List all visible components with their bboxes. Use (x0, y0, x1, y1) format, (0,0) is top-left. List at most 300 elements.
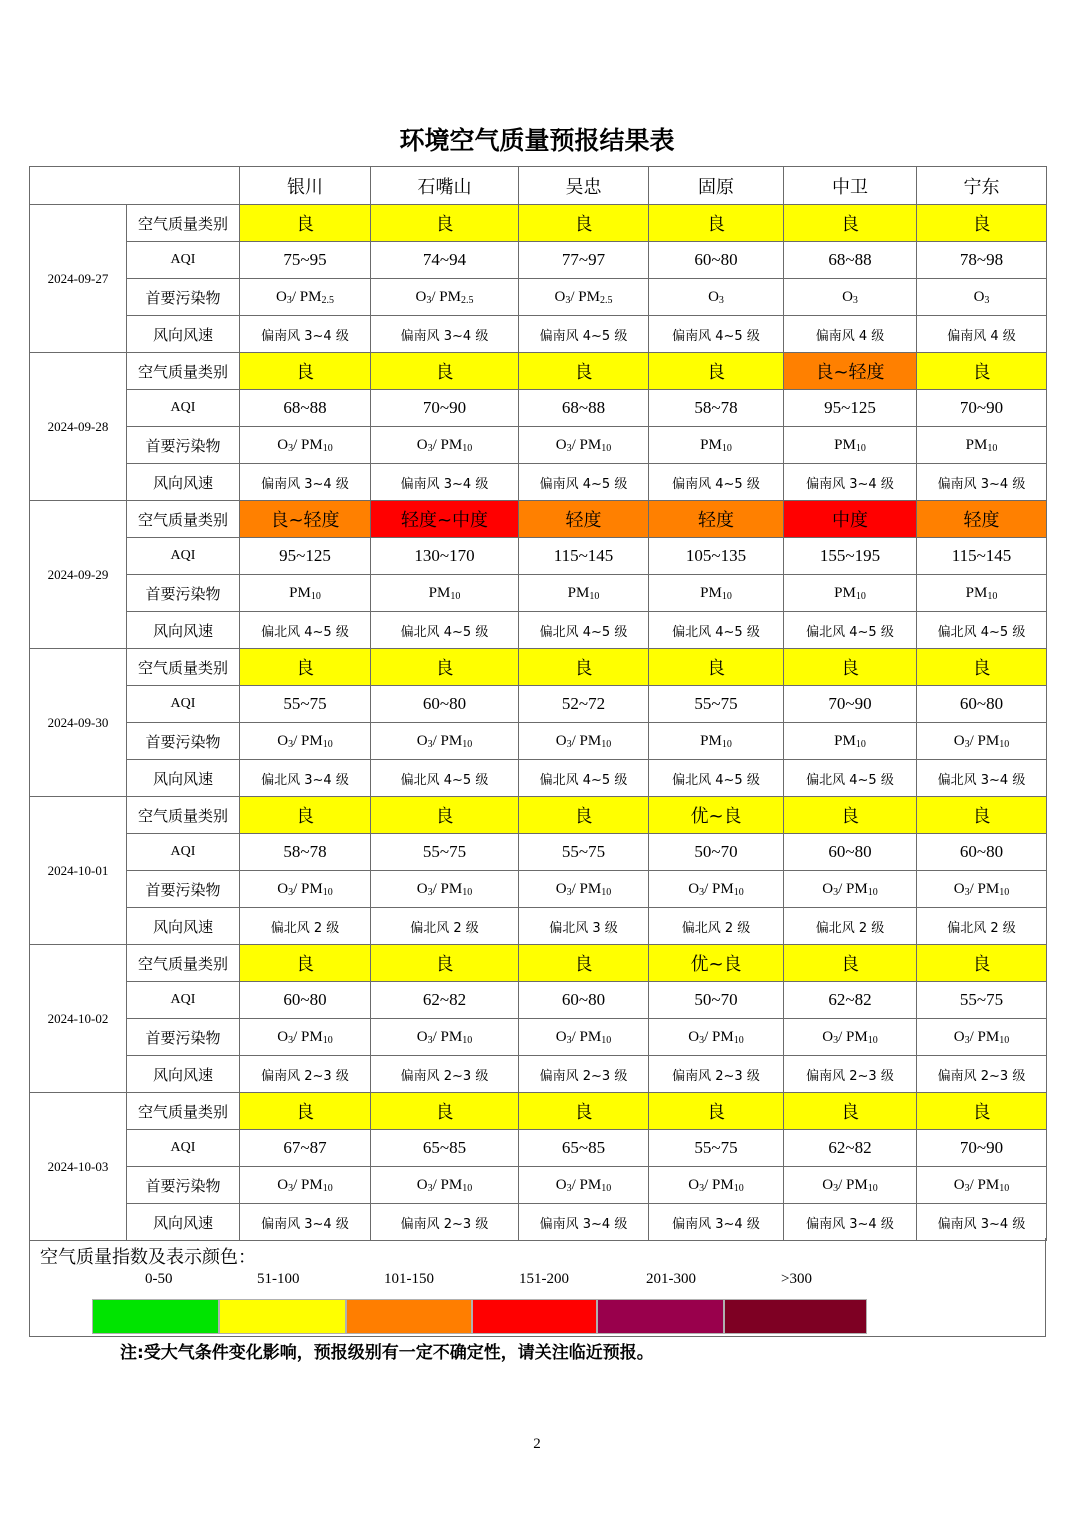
category-cell: 轻度 (917, 501, 1047, 538)
wind-cell: 偏北风 3~4 级 (240, 760, 371, 797)
category-cell: 良~轻度 (240, 501, 371, 538)
wind-cell: 偏北风 2 级 (917, 908, 1047, 945)
aqi-cell: 62~82 (784, 982, 917, 1019)
pollutant-text: O (822, 1176, 834, 1193)
pollutant-cell (519, 279, 649, 316)
pollutant-subscript: 3 (427, 886, 433, 898)
pollutant-subscript: 3 (288, 738, 294, 750)
pollutant-subscript: 3 (964, 886, 970, 898)
category-cell: 良 (519, 205, 649, 242)
city-header: 石嘴山 (371, 167, 519, 205)
row-label-wind: 风向风速 (127, 1056, 240, 1093)
pollutant-text: / PM (704, 1176, 734, 1193)
pollutant-subscript: 10 (999, 1182, 1010, 1194)
pollutant-cell (784, 871, 917, 908)
aqi-cell: 55~75 (649, 686, 784, 723)
pollutant-subscript: 3 (288, 886, 294, 898)
row-label-category: 空气质量类别 (127, 797, 240, 834)
pollutant-text: O (953, 1176, 965, 1193)
wind-cell: 偏北风 4~5 级 (649, 612, 784, 649)
pollutant-text: O (416, 880, 428, 897)
pollutant-subscript: 10 (855, 590, 866, 602)
table-row-category (30, 945, 1047, 982)
pollutant-subscript: 10 (462, 442, 473, 454)
category-cell: 优~良 (649, 945, 784, 982)
row-label-aqi: AQI (127, 834, 240, 871)
pollutant-text: PM (289, 584, 311, 601)
table-row-category (30, 353, 1047, 390)
category-cell: 良 (240, 797, 371, 834)
pollutant-text: O (416, 1176, 428, 1193)
wind-cell: 偏南风 2~3 级 (649, 1056, 784, 1093)
row-label-wind: 风向风速 (127, 908, 240, 945)
pollutant-text: PM (834, 732, 856, 749)
pollutant-text: PM (834, 436, 856, 453)
forecast-table (29, 166, 1047, 1241)
pollutant-cell (240, 427, 371, 464)
pollutant-text: / PM (571, 436, 602, 453)
pollutant-text: O (555, 1028, 567, 1045)
table-row-pollutant (30, 427, 1047, 464)
city-header: 宁东 (917, 167, 1047, 205)
pollutant-subscript: 10 (999, 886, 1010, 898)
pollutant-subscript: 10 (721, 590, 732, 602)
category-cell: 良 (371, 945, 519, 982)
pollutant-subscript: 10 (450, 590, 461, 602)
aqi-legend (29, 1238, 1046, 1337)
pollutant-text: O (277, 880, 289, 897)
table-row-pollutant (30, 575, 1047, 612)
forecast-note: 注:受大气条件变化影响，预报级别有一定不确定性，请关注临近预报。 (120, 1343, 654, 1363)
pollutant-cell (371, 1167, 519, 1204)
pollutant-subscript: 10 (999, 738, 1010, 750)
wind-cell: 偏南风 3~4 级 (519, 1204, 649, 1241)
pollutant-text: / PM (571, 880, 602, 897)
category-cell: 良 (649, 205, 784, 242)
pollutant-cell (649, 1019, 784, 1056)
pollutant-cell (371, 575, 519, 612)
pollutant-subscript: 10 (310, 590, 321, 602)
pollutant-subscript: 10 (462, 886, 473, 898)
pollutant-text: / PM (293, 436, 323, 453)
category-cell: 良 (784, 945, 917, 982)
category-cell: 良 (917, 205, 1047, 242)
pollutant-subscript: 2.5 (460, 294, 474, 306)
aqi-cell: 55~75 (649, 1130, 784, 1167)
wind-cell: 偏北风 4~5 级 (371, 760, 519, 797)
row-label-aqi: AQI (127, 242, 240, 279)
pollutant-text: O (416, 1028, 428, 1045)
category-cell: 良 (371, 649, 519, 686)
pollutant-text: PM (700, 436, 722, 453)
pollutant-cell (917, 1019, 1047, 1056)
pollutant-text: O (822, 1028, 834, 1045)
pollutant-cell (917, 871, 1047, 908)
legend-color-swatch (597, 1299, 724, 1334)
pollutant-text: O (822, 880, 834, 897)
pollutant-subscript: 10 (721, 442, 732, 454)
pollutant-cell (371, 1019, 519, 1056)
pollutant-text: O (953, 880, 965, 897)
pollutant-subscript: 10 (855, 738, 866, 750)
table-row-wind (30, 1056, 1047, 1093)
legend-range-label: 201-300 (646, 1271, 696, 1287)
pollutant-text: / PM (969, 1176, 1000, 1193)
wind-cell: 偏南风 4~5 级 (519, 316, 649, 353)
pollutant-text: O (416, 436, 428, 453)
aqi-cell: 78~98 (917, 242, 1047, 279)
category-cell: 良 (371, 1093, 519, 1130)
category-cell: 良 (784, 649, 917, 686)
pollutant-text: / PM (704, 880, 734, 897)
pollutant-subscript: 3 (288, 442, 294, 454)
aqi-cell: 68~88 (519, 390, 649, 427)
aqi-cell: 70~90 (917, 1130, 1047, 1167)
pollutant-text: O (688, 880, 700, 897)
pollutant-text: / PM (969, 1028, 1000, 1045)
pollutant-cell (917, 427, 1047, 464)
pollutant-text: / PM (293, 880, 323, 897)
aqi-cell: 68~88 (240, 390, 371, 427)
pollutant-cell (519, 871, 649, 908)
wind-cell: 偏南风 4~5 级 (519, 464, 649, 501)
date-cell: 2024-09-28 (30, 353, 127, 501)
pollutant-subscript: 3 (427, 1034, 433, 1046)
wind-cell: 偏北风 4~5 级 (917, 612, 1047, 649)
pollutant-text: / PM (571, 732, 602, 749)
pollutant-subscript: 10 (322, 442, 333, 454)
pollutant-text: O (708, 288, 719, 305)
pollutant-subscript: 3 (566, 738, 572, 750)
pollutant-subscript: 3 (964, 1182, 970, 1194)
row-label-pollutant: 首要污染物 (127, 723, 240, 760)
wind-cell: 偏南风 3~4 级 (371, 316, 519, 353)
pollutant-subscript: 3 (833, 1034, 839, 1046)
pollutant-cell (519, 575, 649, 612)
pollutant-cell (240, 723, 371, 760)
date-cell: 2024-10-02 (30, 945, 127, 1093)
legend-color-swatch (346, 1299, 472, 1334)
pollutant-subscript: 10 (462, 1034, 473, 1046)
pollutant-text: O (953, 732, 965, 749)
pollutant-subscript: 10 (867, 886, 878, 898)
legend-title: 空气质量指数及表示颜色： (40, 1247, 256, 1268)
category-cell: 良 (240, 353, 371, 390)
pollutant-subscript: 3 (699, 1034, 705, 1046)
wind-cell: 偏南风 2~3 级 (240, 1056, 371, 1093)
row-label-pollutant: 首要污染物 (127, 279, 240, 316)
pollutant-subscript: 3 (288, 1182, 294, 1194)
table-row-aqi (30, 982, 1047, 1019)
row-label-pollutant: 首要污染物 (127, 575, 240, 612)
pollutant-text: O (277, 1028, 289, 1045)
legend-range-label: 51-100 (257, 1271, 300, 1287)
legend-color-swatch (472, 1299, 597, 1334)
pollutant-text: O (277, 732, 289, 749)
pollutant-cell (240, 1019, 371, 1056)
pollutant-text: O (277, 1176, 289, 1193)
category-cell: 优~良 (649, 797, 784, 834)
category-cell: 良 (240, 649, 371, 686)
pollutant-text: / PM (838, 880, 868, 897)
pollutant-text: O (688, 1176, 700, 1193)
pollutant-subscript: 3 (852, 294, 858, 306)
pollutant-cell (519, 723, 649, 760)
date-cell: 2024-10-03 (30, 1093, 127, 1241)
category-cell: 良 (784, 1093, 917, 1130)
aqi-cell: 155~195 (784, 538, 917, 575)
table-row-aqi (30, 834, 1047, 871)
category-cell: 良 (917, 1093, 1047, 1130)
pollutant-subscript: 10 (322, 1034, 333, 1046)
pollutant-text: PM (700, 732, 722, 749)
pollutant-subscript: 10 (987, 442, 998, 454)
wind-cell: 偏北风 3 级 (519, 908, 649, 945)
pollutant-subscript: 3 (699, 886, 705, 898)
pollutant-text: / PM (432, 732, 463, 749)
category-cell: 良 (519, 353, 649, 390)
wind-cell: 偏南风 2~3 级 (784, 1056, 917, 1093)
aqi-cell: 70~90 (371, 390, 519, 427)
aqi-cell: 58~78 (649, 390, 784, 427)
pollutant-text: PM (834, 584, 856, 601)
aqi-cell: 70~90 (784, 686, 917, 723)
table-row-category (30, 501, 1047, 538)
pollutant-subscript: 3 (427, 1182, 433, 1194)
pollutant-cell (784, 575, 917, 612)
aqi-cell: 115~145 (917, 538, 1047, 575)
row-label-wind: 风向风速 (127, 760, 240, 797)
legend-color-swatch (724, 1299, 867, 1334)
row-label-category: 空气质量类别 (127, 353, 240, 390)
aqi-cell: 75~95 (240, 242, 371, 279)
table-header-row (30, 167, 1047, 205)
pollutant-text: O (416, 732, 428, 749)
aqi-cell: 55~75 (371, 834, 519, 871)
pollutant-text: O (555, 1176, 567, 1193)
pollutant-cell (784, 1167, 917, 1204)
pollutant-text: / PM (571, 1028, 602, 1045)
aqi-cell: 55~75 (519, 834, 649, 871)
category-cell: 良 (917, 797, 1047, 834)
pollutant-subscript: 10 (462, 1182, 473, 1194)
pollutant-text: O (555, 880, 567, 897)
category-cell: 良 (371, 797, 519, 834)
pollutant-cell (371, 723, 519, 760)
table-row-aqi (30, 538, 1047, 575)
pollutant-text: / PM (704, 1028, 734, 1045)
pollutant-subscript: 10 (322, 1182, 333, 1194)
row-label-category: 空气质量类别 (127, 649, 240, 686)
pollutant-subscript: 10 (733, 886, 744, 898)
pollutant-cell (649, 871, 784, 908)
aqi-cell: 95~125 (784, 390, 917, 427)
pollutant-cell (917, 1167, 1047, 1204)
pollutant-subscript: 10 (733, 1034, 744, 1046)
wind-cell: 偏北风 4~5 级 (784, 760, 917, 797)
row-label-category: 空气质量类别 (127, 945, 240, 982)
pollutant-text: / PM (432, 1028, 463, 1045)
pollutant-subscript: 3 (833, 1182, 839, 1194)
pollutant-text: / PM (291, 288, 322, 305)
pollutant-cell (649, 1167, 784, 1204)
aqi-cell: 115~145 (519, 538, 649, 575)
pollutant-text: / PM (293, 1028, 323, 1045)
pollutant-subscript: 10 (855, 442, 866, 454)
wind-cell: 偏北风 4~5 级 (240, 612, 371, 649)
pollutant-text: / PM (431, 288, 461, 305)
aqi-cell: 60~80 (240, 982, 371, 1019)
row-label-category: 空气质量类别 (127, 501, 240, 538)
category-cell: 良 (519, 797, 649, 834)
pollutant-text: PM (965, 584, 988, 601)
pollutant-text: O (688, 1028, 700, 1045)
legend-color-swatch (219, 1299, 346, 1334)
category-cell: 良 (917, 649, 1047, 686)
row-label-wind: 风向风速 (127, 316, 240, 353)
legend-range-label: 0-50 (145, 1271, 173, 1287)
pollutant-text: O (554, 288, 566, 305)
aqi-cell: 95~125 (240, 538, 371, 575)
category-cell: 轻度 (519, 501, 649, 538)
aqi-cell: 55~75 (917, 982, 1047, 1019)
legend-range-label: 101-150 (384, 1271, 434, 1287)
city-header: 固原 (649, 167, 784, 205)
category-cell: 良 (519, 649, 649, 686)
pollutant-subscript: 3 (426, 294, 432, 306)
wind-cell: 偏北风 2 级 (649, 908, 784, 945)
row-label-aqi: AQI (127, 390, 240, 427)
table-row-category (30, 797, 1047, 834)
pollutant-text: / PM (969, 732, 1000, 749)
pollutant-text: O (953, 1028, 965, 1045)
aqi-cell: 77~97 (519, 242, 649, 279)
table-row-aqi (30, 686, 1047, 723)
pollutant-subscript: 10 (867, 1182, 878, 1194)
wind-cell: 偏南风 3~4 级 (649, 1204, 784, 1241)
pollutant-cell (784, 279, 917, 316)
pollutant-cell (240, 575, 371, 612)
pollutant-text: O (276, 288, 287, 305)
pollutant-text: / PM (432, 880, 463, 897)
category-cell: 良 (784, 797, 917, 834)
pollutant-text: O (555, 436, 567, 453)
pollutant-text: O (842, 288, 853, 305)
category-cell: 良 (649, 649, 784, 686)
aqi-cell: 60~80 (519, 982, 649, 1019)
pollutant-subscript: 3 (833, 886, 839, 898)
pollutant-cell (240, 871, 371, 908)
wind-cell: 偏南风 4~5 级 (649, 316, 784, 353)
pollutant-text: / PM (969, 880, 1000, 897)
wind-cell: 偏北风 4~5 级 (371, 612, 519, 649)
wind-cell: 偏南风 3~4 级 (917, 1204, 1047, 1241)
row-label-category: 空气质量类别 (127, 205, 240, 242)
table-row-aqi (30, 390, 1047, 427)
category-cell: 中度 (784, 501, 917, 538)
pollutant-subscript: 10 (999, 1034, 1010, 1046)
pollutant-subscript: 10 (601, 442, 612, 454)
pollutant-subscript: 3 (566, 442, 572, 454)
aqi-cell: 55~75 (240, 686, 371, 723)
pollutant-text: O (973, 288, 985, 305)
table-row-wind (30, 1204, 1047, 1241)
wind-cell: 偏北风 4~5 级 (519, 612, 649, 649)
pollutant-cell (371, 279, 519, 316)
pollutant-subscript: 3 (286, 294, 292, 306)
category-cell: 良 (240, 945, 371, 982)
pollutant-subscript: 10 (322, 738, 333, 750)
row-label-aqi: AQI (127, 686, 240, 723)
pollutant-subscript: 10 (601, 886, 612, 898)
aqi-cell: 60~80 (784, 834, 917, 871)
wind-cell: 偏北风 3~4 级 (917, 760, 1047, 797)
row-label-wind: 风向风速 (127, 1204, 240, 1241)
aqi-cell: 65~85 (371, 1130, 519, 1167)
pollutant-text: O (555, 732, 567, 749)
aqi-cell: 62~82 (784, 1130, 917, 1167)
category-cell: 轻度~中度 (371, 501, 519, 538)
pollutant-subscript: 3 (964, 1034, 970, 1046)
wind-cell: 偏北风 4~5 级 (784, 612, 917, 649)
row-label-aqi: AQI (127, 982, 240, 1019)
pollutant-subscript: 3 (565, 294, 571, 306)
aqi-cell: 67~87 (240, 1130, 371, 1167)
city-header: 中卫 (784, 167, 917, 205)
table-row-category (30, 1093, 1047, 1130)
pollutant-text: / PM (571, 1176, 602, 1193)
wind-cell: 偏南风 3~4 级 (240, 1204, 371, 1241)
wind-cell: 偏南风 3~4 级 (784, 1204, 917, 1241)
pollutant-cell (371, 871, 519, 908)
aqi-cell: 60~80 (371, 686, 519, 723)
wind-cell: 偏南风 3~4 级 (371, 464, 519, 501)
pollutant-cell (784, 427, 917, 464)
pollutant-cell (519, 427, 649, 464)
wind-cell: 偏南风 3~4 级 (240, 316, 371, 353)
pollutant-subscript: 3 (566, 886, 572, 898)
category-cell: 良 (371, 205, 519, 242)
aqi-cell: 50~70 (649, 834, 784, 871)
table-row-wind (30, 316, 1047, 353)
category-cell: 良 (519, 1093, 649, 1130)
table-row-pollutant (30, 871, 1047, 908)
pollutant-subscript: 10 (721, 738, 732, 750)
pollutant-cell (784, 1019, 917, 1056)
pollutant-text: / PM (570, 288, 600, 305)
pollutant-subscript: 3 (427, 442, 433, 454)
aqi-cell: 105~135 (649, 538, 784, 575)
row-label-pollutant: 首要污染物 (127, 1167, 240, 1204)
pollutant-text: PM (700, 584, 722, 601)
pollutant-text: / PM (838, 1176, 868, 1193)
pollutant-subscript: 10 (987, 590, 998, 602)
wind-cell: 偏北风 2 级 (784, 908, 917, 945)
pollutant-cell (519, 1019, 649, 1056)
pollutant-subscript: 3 (566, 1182, 572, 1194)
pollutant-cell (649, 279, 784, 316)
page-title: 环境空气质量预报结果表 (399, 126, 675, 155)
row-label-pollutant: 首要污染物 (127, 427, 240, 464)
pollutant-subscript: 2.5 (321, 294, 334, 306)
wind-cell: 偏南风 4~5 级 (649, 464, 784, 501)
pollutant-cell (917, 575, 1047, 612)
wind-cell: 偏南风 3~4 级 (784, 464, 917, 501)
table-row-category (30, 649, 1047, 686)
aqi-cell: 60~80 (917, 834, 1047, 871)
table-row-aqi (30, 1130, 1047, 1167)
pollutant-cell (240, 1167, 371, 1204)
